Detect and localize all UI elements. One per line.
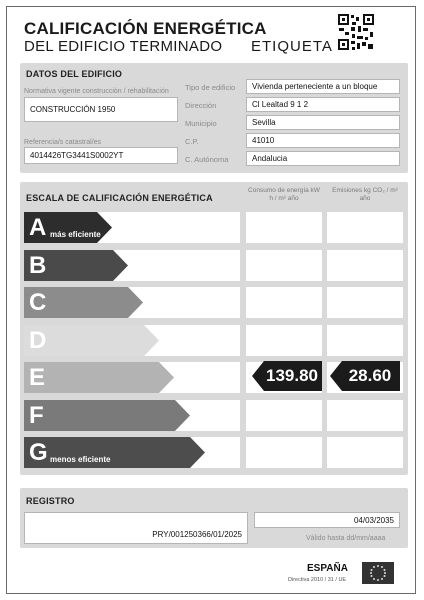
registro-number-field xyxy=(24,512,248,544)
consumo-cell-d xyxy=(246,325,322,356)
scale-letter-b: B xyxy=(29,252,47,279)
emisiones-header: Emisiones kg CO₂ / m² año xyxy=(332,187,398,203)
scale-section-title: ESCALA DE CALIFICACIÓN ENERGÉTICA xyxy=(26,193,213,203)
registro-number: PRY/001250366/01/2025 xyxy=(152,530,242,539)
consumo-header: Consumo de energía kW h / m² año xyxy=(248,187,320,203)
field-value-municipio: Sevilla xyxy=(252,118,276,127)
field-value-direccion: Cl Lealtad 9 1 2 xyxy=(252,100,309,109)
scale-letter-e: E xyxy=(29,364,46,391)
referencia-label: Referencia/s catastral/es xyxy=(24,139,102,146)
emisiones-cell-c xyxy=(327,287,403,318)
consumo-cell-g xyxy=(246,437,322,468)
scale-letter-g: G xyxy=(29,439,48,466)
valid-until-label: Válido hasta dd/mm/aaaa xyxy=(306,535,386,542)
scale-text-a: más eficiente xyxy=(50,230,101,239)
eu-flag-icon xyxy=(362,562,394,584)
emisiones-value: 28.60 xyxy=(348,366,392,385)
normativa-label: Normativa vigente construcción / rehabilitación xyxy=(24,88,169,95)
consumo-cell-b xyxy=(246,250,322,281)
field-label-direccion: Dirección xyxy=(185,101,217,110)
scale-arrow-e xyxy=(24,362,174,393)
field-tipo xyxy=(246,79,400,94)
directive-label: Directiva 2010 / 31 / UE xyxy=(288,577,347,583)
page-title: CALIFICACIÓN ENERGÉTICA xyxy=(24,19,267,38)
consumo-value: 139.80 xyxy=(266,366,318,385)
scale-letter-d: D xyxy=(29,327,47,354)
etiqueta-label: ETIQUETA xyxy=(251,38,333,55)
field-value-comunidad: Andalucia xyxy=(252,154,288,163)
normativa-value: CONSTRUCCIÓN 1950 xyxy=(30,105,116,114)
field-value-tipo: Vivienda perteneciente a un bloque xyxy=(252,82,378,91)
consumo-cell-a xyxy=(246,212,322,243)
field-cp xyxy=(246,133,400,148)
consumo-cell-f xyxy=(246,400,322,431)
field-label-comunidad: C. Autónoma xyxy=(185,155,229,164)
emisiones-cell-a xyxy=(327,212,403,243)
emisiones-cell-f xyxy=(327,400,403,431)
referencia-field xyxy=(24,147,178,164)
referencia-value: 4014426TG3441S0002YT xyxy=(30,151,124,160)
field-comunidad xyxy=(246,151,400,166)
field-label-tipo: Tipo de edificio xyxy=(185,83,236,92)
consumo-cell-c xyxy=(246,287,322,318)
scale-text-g: menos eficiente xyxy=(50,455,111,464)
building-section-title: DATOS DEL EDIFICIO xyxy=(26,69,123,79)
emisiones-cell-d xyxy=(327,325,403,356)
emisiones-cell-g xyxy=(327,437,403,468)
field-direccion xyxy=(246,97,400,112)
scale-letter-a: A xyxy=(29,214,47,241)
scale-letter-c: C xyxy=(29,289,47,316)
scale-arrow-f xyxy=(24,400,190,431)
watermark: habitaclia xyxy=(166,288,241,304)
field-label-cp: C.P. xyxy=(185,137,199,146)
valid-until-value: 04/03/2035 xyxy=(353,515,394,525)
field-municipio xyxy=(246,115,400,130)
normativa-field xyxy=(24,97,178,122)
field-label-municipio: Municipio xyxy=(185,119,217,128)
registro-section-title: REGISTRO xyxy=(26,496,75,506)
emisiones-cell-b xyxy=(327,250,403,281)
scale-letter-f: F xyxy=(29,402,44,429)
qr-code-icon xyxy=(337,13,375,51)
field-value-cp: 41010 xyxy=(252,136,275,145)
page-subtitle: DEL EDIFICIO TERMINADO xyxy=(24,38,223,55)
valid-until-field xyxy=(254,512,400,528)
country-label: ESPAÑA xyxy=(307,563,348,574)
